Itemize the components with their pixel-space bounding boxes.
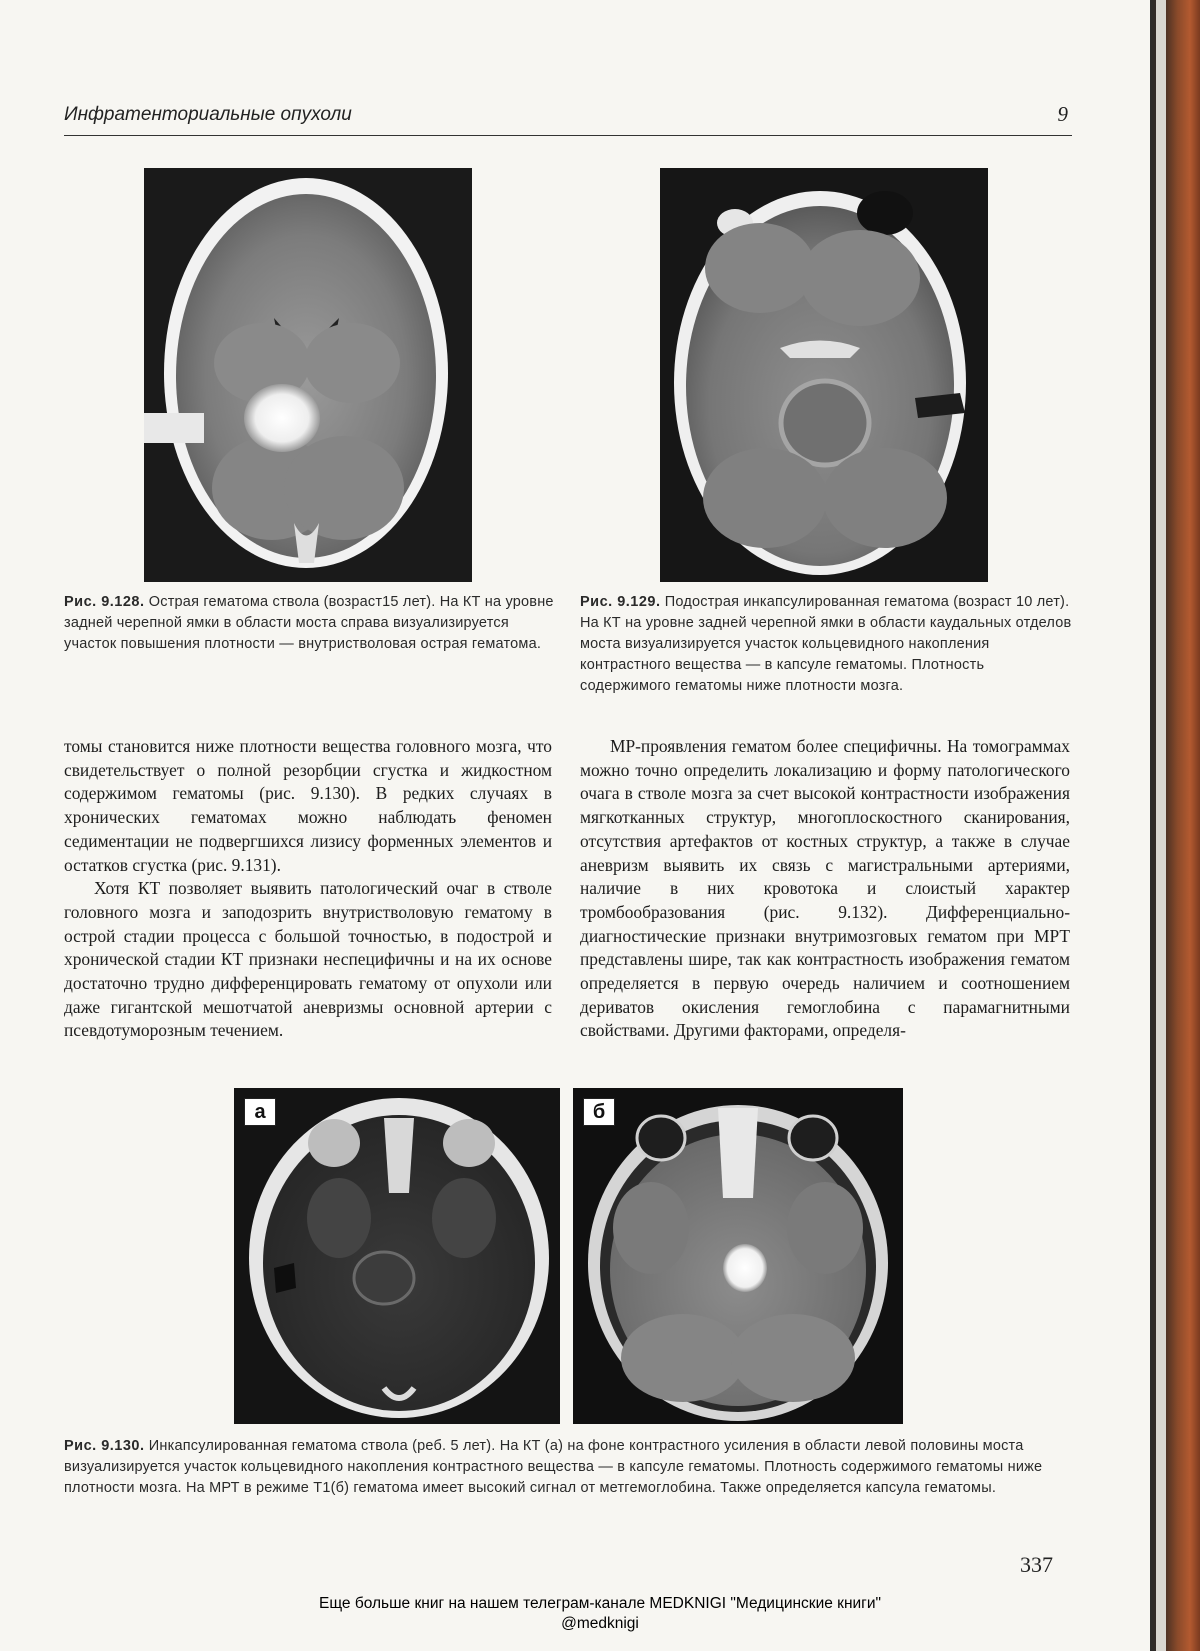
figure-9-129-caption bbox=[580, 592, 1072, 697]
panel-label-b: б bbox=[583, 1098, 615, 1126]
page-number: 337 bbox=[1020, 1552, 1053, 1578]
figure-9-129-label: Рис. 9.129. bbox=[580, 594, 661, 610]
promo-line: Еще больше книг на нашем телеграм-канале MEDKNIGI "Медицинские книги" bbox=[0, 1594, 1200, 1614]
running-title: Инфратенториальные опухоли bbox=[64, 104, 352, 126]
promo-footer bbox=[0, 1594, 1200, 1634]
book-spine-edge bbox=[1150, 0, 1200, 1651]
figure-9-128-label: Рис. 9.128. bbox=[64, 594, 145, 610]
figure-9-130-panel-b bbox=[573, 1088, 903, 1424]
figure-9-130-panel-a bbox=[234, 1088, 560, 1424]
figure-9-128-image bbox=[144, 168, 472, 582]
panel-label-a: а bbox=[244, 1098, 276, 1126]
promo-handle[interactable]: @medknigi bbox=[0, 1614, 1200, 1634]
figure-9-128-caption bbox=[64, 592, 556, 655]
chapter-number: 9 bbox=[1058, 102, 1069, 127]
figure-9-128-text: Острая гематома ствола (возраст15 лет). На КТ на уровне задней черепной ямки в области моста справа визуализируется участок повышения плотности — внутристволовая острая гематома. bbox=[64, 594, 554, 652]
running-header bbox=[64, 100, 1072, 136]
figure-9-130-text: Инкапсулированная гематома ствола (реб. 5 лет). На КТ (а) на фоне контрастного усиления в области левой половины моста визуализируется участок кольцевидного накопления контрастного вещества — в капсуле гематомы. Плотность содержимого гематомы ниже плотности мозга. На МРТ в режиме Т1(б) гематома имеет высокий сигнал от метгемоглобина. Также определяется капсула гематомы. bbox=[64, 1438, 1042, 1496]
figure-9-130-caption bbox=[64, 1436, 1074, 1499]
body-column-left bbox=[64, 735, 552, 1043]
figure-9-129-text: Подострая инкапсулированная гематома (возраст 10 лет). На КТ на уровне задней черепной ямки в области каудальных отделов моста визуализируется участок кольцевидного накопления контрастного вещества — в капсуле гематомы. Плотность содержимого гематомы ниже плотности мозга. bbox=[580, 594, 1071, 694]
figure-9-129-image bbox=[660, 168, 988, 582]
body-paragraph: томы становится ниже плотности вещества головного мозга, что свидетельствует о полной резорбции сгустка и жидкостном содержимом гематомы (рис. 9.130). В редких случаях в хронических гематомах можно наблюдать феномен седиментации не подвергшихся лизису форменных элементов и остатков сгустка (рис. 9.131). bbox=[64, 735, 552, 877]
figure-9-130-label: Рис. 9.130. bbox=[64, 1438, 145, 1454]
body-paragraph: МР-проявления гематом более специфичны. На томограммах можно точно определить локализацию и форму патологического очага в стволе мозга за счет высокой контрастности изображения мягкотканных структур, многоплоскостного сканирования, отсутствия артефактов от костных структур, а также в случае аневризм выявить их связь с магистральными артериями, наличие в них кровотока и слоистый характер тромбообразования (рис. 9.132). Дифференциально-диагностические признаки внутримозговых гематом при МРТ представлены шире, так как контрастность изображения гематом определяется в первую очередь наличием и соотношением дериватов окисления гемоглобина с парамагнитными свойствами. Другими факторами, определя- bbox=[580, 735, 1070, 1043]
body-paragraph: Хотя КТ позволяет выявить патологический очаг в стволе головного мозга и заподозрить внутристволовую гематому в острой стадии процесса с большой точностью, в подострой и хронической стадии КТ признаки неспецифичны и на их основе достаточно трудно дифференцировать гематому от опухоли или даже гигантской мешотчатой аневризмы основной артерии с псевдотуморозным течением. bbox=[64, 877, 552, 1043]
body-column-right bbox=[580, 735, 1070, 1043]
